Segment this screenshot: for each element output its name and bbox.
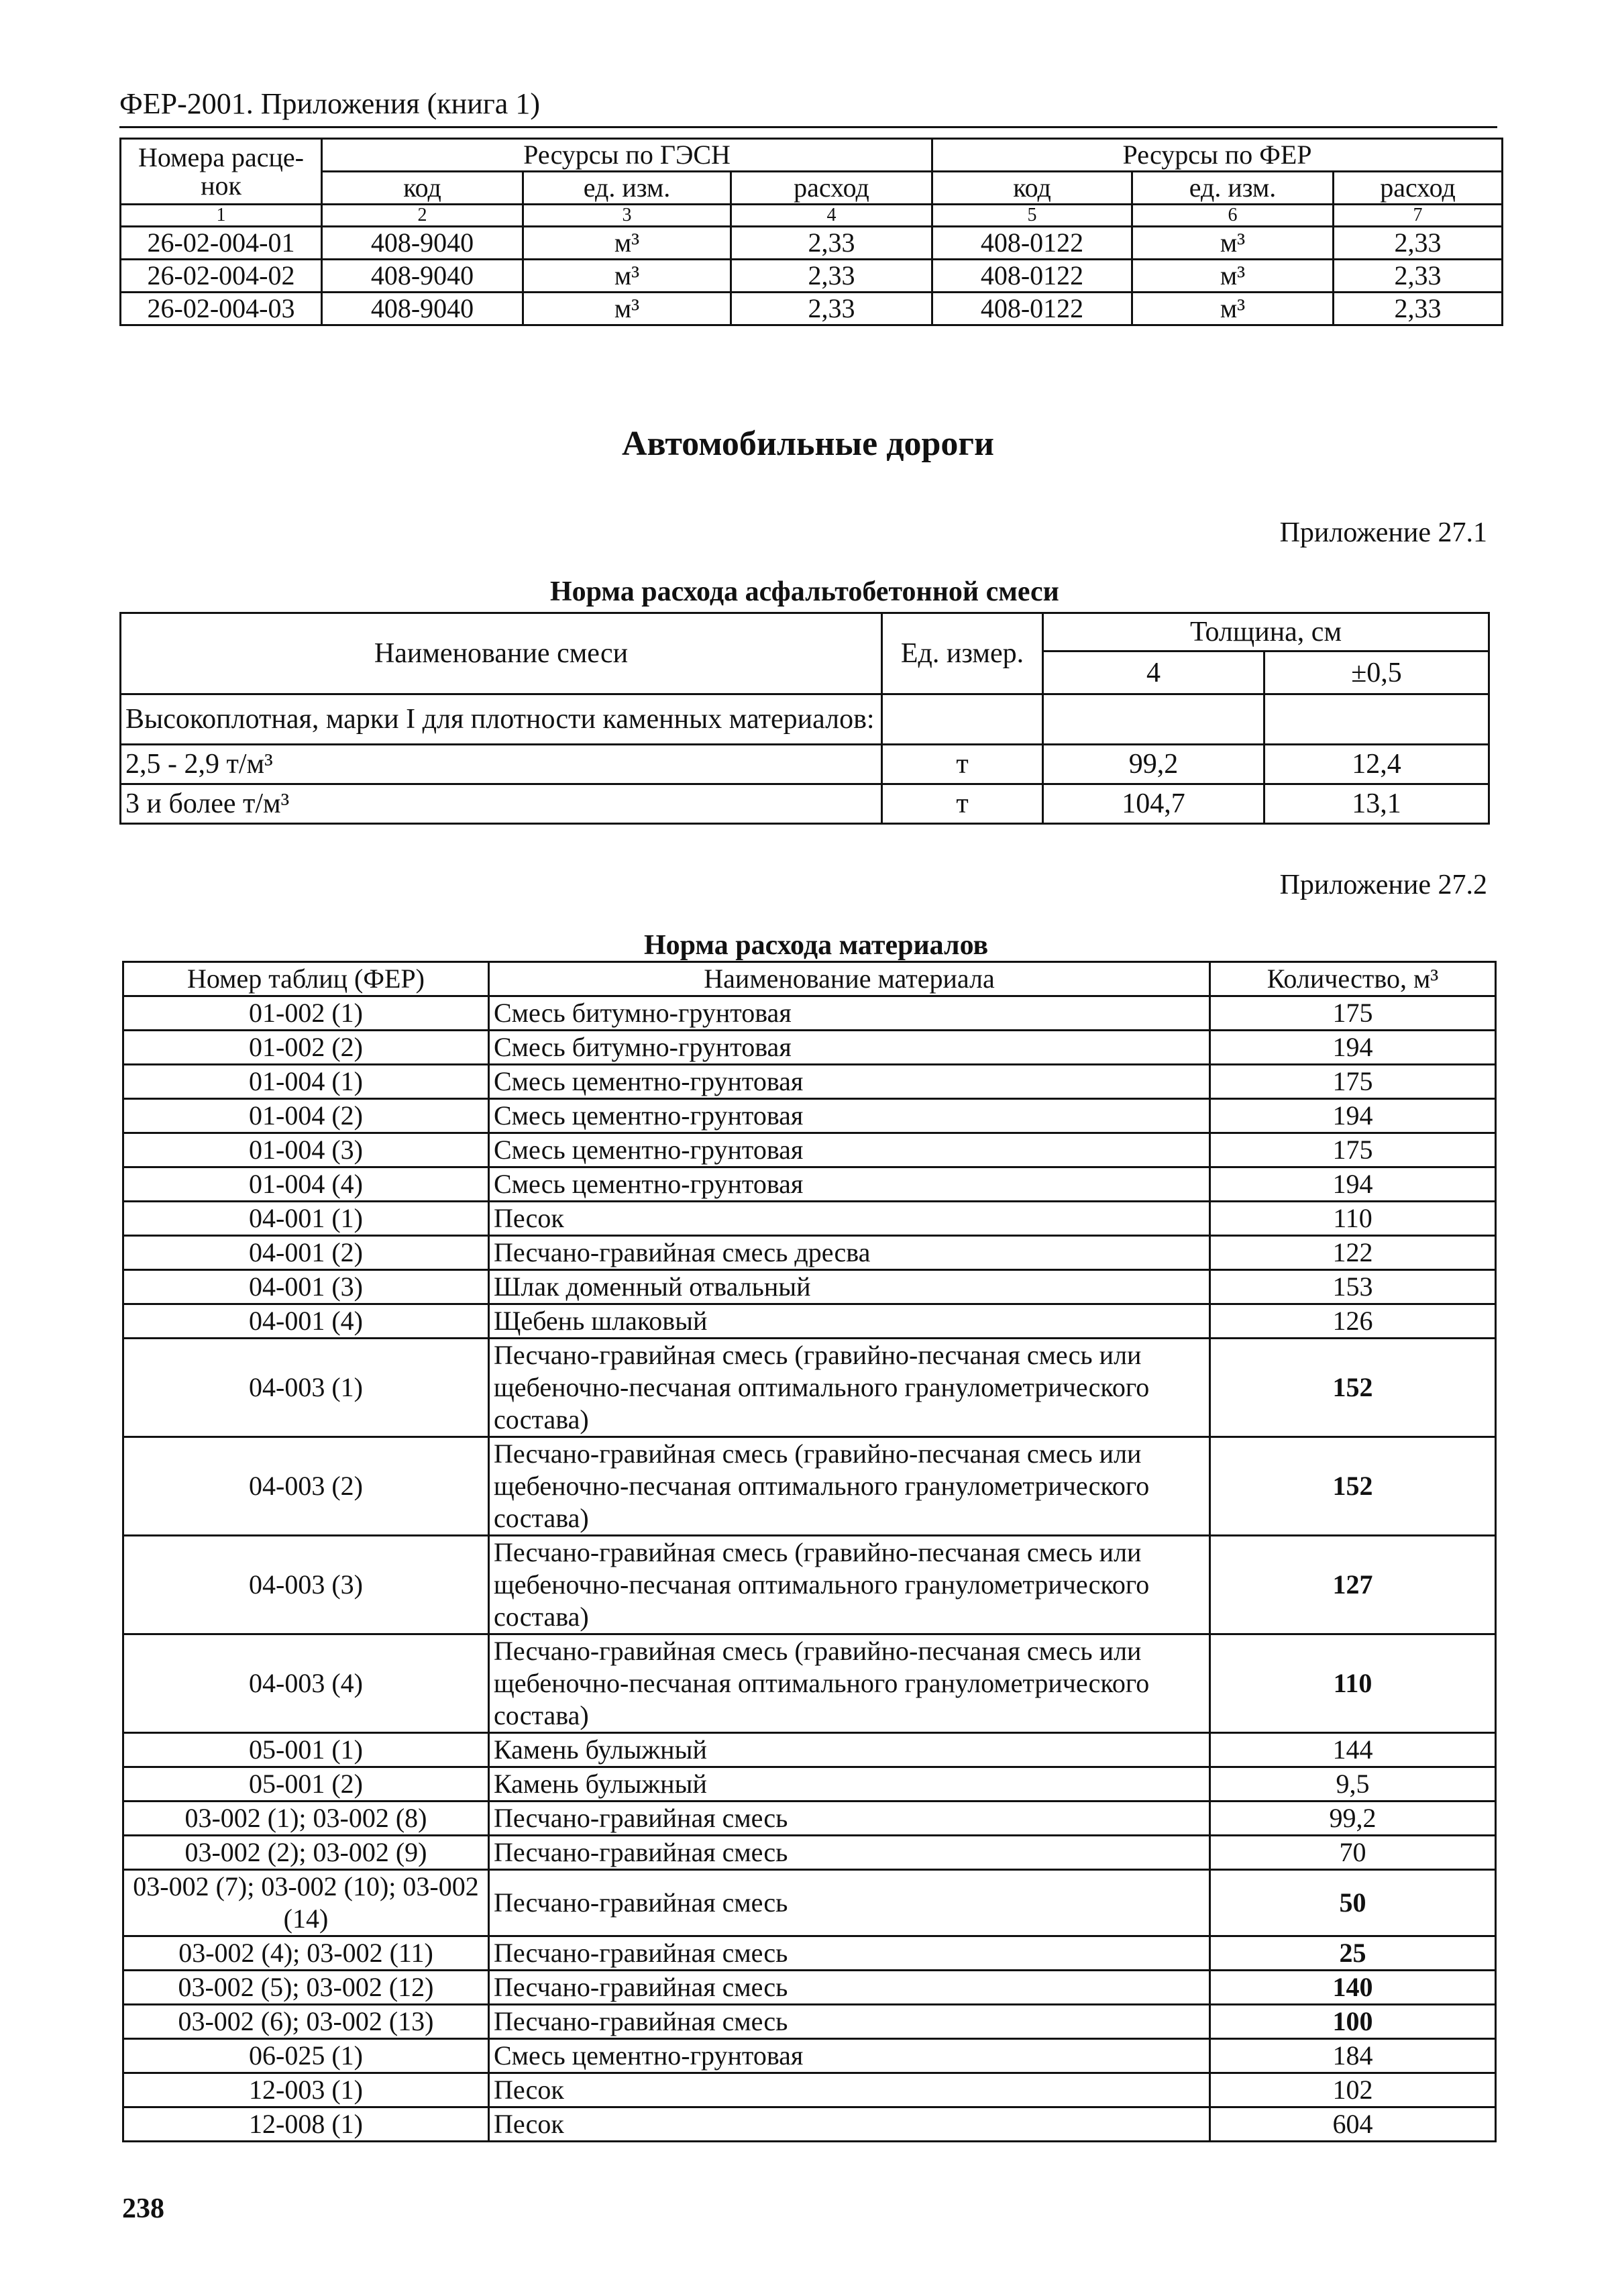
table-row: [123, 2107, 1496, 2142]
material-quantity: 70: [1210, 1836, 1496, 1870]
table-row: [123, 1836, 1496, 1870]
gesn-code: 408-9040: [322, 227, 523, 260]
gesn-unit: м³: [523, 227, 731, 260]
table-row: [123, 1767, 1496, 1802]
material-name: Смесь цементно-грунтовая: [489, 1167, 1210, 1202]
mix-unit: т: [882, 745, 1043, 784]
table-number: 12-008 (1): [123, 2107, 489, 2142]
material-name: Песчано-гравийная смесь (гравийно-песчаная смесь или щебеночно-песчаная оптимального гранулометрического состава): [489, 1437, 1210, 1536]
empty-cell: [1043, 694, 1264, 745]
table-row: [121, 784, 1489, 824]
gesn-amount: 2,33: [731, 227, 932, 260]
table-number: 01-004 (3): [123, 1133, 489, 1167]
empty-cell: [882, 694, 1043, 745]
materials-table: [122, 961, 1497, 2142]
table-row: [123, 2073, 1496, 2107]
material-name: Шлак доменный отвальный: [489, 1270, 1210, 1304]
fer-unit: м³: [1132, 227, 1334, 260]
material-name: Смесь цементно-грунтовая: [489, 1099, 1210, 1133]
material-quantity: 175: [1210, 996, 1496, 1031]
table-row: [123, 1099, 1496, 1133]
table-row: [121, 227, 1503, 260]
fer-code: 408-0122: [932, 260, 1132, 293]
material-name: Смесь цементно-грунтовая: [489, 2039, 1210, 2073]
material-quantity: 144: [1210, 1733, 1496, 1767]
col-qty-header: Количество, м³: [1210, 962, 1496, 996]
material-name: Песчано-гравийная смесь: [489, 2005, 1210, 2039]
material-name: Песок: [489, 2073, 1210, 2107]
material-quantity: 110: [1210, 1634, 1496, 1733]
material-quantity: 184: [1210, 2039, 1496, 2073]
col-number: 4: [731, 205, 932, 227]
material-name: Песок: [489, 1202, 1210, 1236]
materials-table-body: [123, 996, 1496, 2142]
table-number: 04-001 (1): [123, 1202, 489, 1236]
material-quantity: 122: [1210, 1236, 1496, 1270]
table-row: [123, 996, 1496, 1031]
col-table-header: Номер таблиц (ФЕР): [123, 962, 489, 996]
table-row: [123, 1437, 1496, 1536]
empty-cell: [1264, 694, 1489, 745]
material-quantity: 102: [1210, 2073, 1496, 2107]
gesn-unit: м³: [523, 293, 731, 325]
table-row: [123, 1270, 1496, 1304]
col-number: 2: [322, 205, 523, 227]
material-name: Песчано-гравийная смесь дресва: [489, 1236, 1210, 1270]
table-number: 03-002 (2); 03-002 (9): [123, 1836, 489, 1870]
fer-code: 408-0122: [932, 293, 1132, 325]
table-number: 04-001 (2): [123, 1236, 489, 1270]
table-number: 04-001 (3): [123, 1270, 489, 1304]
fer-amount: 2,33: [1334, 260, 1503, 293]
table-number: 01-004 (2): [123, 1099, 489, 1133]
running-header: ФЕР-2001. Приложения (книга 1): [119, 87, 540, 120]
material-quantity: 175: [1210, 1065, 1496, 1099]
table-number: 03-002 (4); 03-002 (11): [123, 1936, 489, 1971]
col-05-header: ±0,5: [1264, 651, 1489, 694]
asphalt-mix-body: [121, 745, 1489, 824]
table-title: Норма расхода асфальтобетонной смеси: [550, 576, 1059, 607]
table-number: 04-001 (4): [123, 1304, 489, 1339]
material-name: Смесь цементно-грунтовая: [489, 1065, 1210, 1099]
gesn-unit: м³: [523, 260, 731, 293]
rate-number: 26-02-004-03: [121, 293, 322, 325]
header-rule: [119, 126, 1497, 128]
material-quantity: 153: [1210, 1270, 1496, 1304]
fer-code-header: код: [932, 172, 1132, 205]
material-quantity: 194: [1210, 1099, 1496, 1133]
table-row: [123, 1236, 1496, 1270]
material-name: Песчано-гравийная смесь (гравийно-песчаная смесь или щебеночно-песчаная оптимального гранулометрического состава): [489, 1634, 1210, 1733]
material-name: Песок: [489, 2107, 1210, 2142]
gesn-amount-header: расход: [731, 172, 932, 205]
table-number: 04-003 (1): [123, 1339, 489, 1437]
mix-value-4: 104,7: [1043, 784, 1264, 824]
table-row: [121, 745, 1489, 784]
table-number: 04-003 (4): [123, 1634, 489, 1733]
col-material-header: Наименование материала: [489, 962, 1210, 996]
table-row: [123, 1339, 1496, 1437]
table-number: 05-001 (1): [123, 1733, 489, 1767]
table-number: 01-002 (1): [123, 996, 489, 1031]
material-name: Смесь битумно-грунтовая: [489, 996, 1210, 1031]
table-number: 03-002 (7); 03-002 (10); 03-002 (14): [123, 1870, 489, 1936]
gesn-code: 408-9040: [322, 260, 523, 293]
page-number: 238: [122, 2193, 164, 2224]
col-rates-header: Номера расце-нок: [121, 139, 322, 205]
mix-group-row: Высокоплотная, марки I для плотности каменных материалов:: [121, 694, 882, 745]
col-number: 3: [523, 205, 731, 227]
material-quantity: 152: [1210, 1437, 1496, 1536]
mix-value-05: 12,4: [1264, 745, 1489, 784]
table-row: [123, 2005, 1496, 2039]
col-4-header: 4: [1043, 651, 1264, 694]
material-name: Смесь битумно-грунтовая: [489, 1031, 1210, 1065]
table-number: 01-004 (4): [123, 1167, 489, 1202]
resources-table: [119, 138, 1503, 326]
group-gesn-header: Ресурсы по ГЭСН: [322, 139, 932, 172]
gesn-unit-header: ед. изм.: [523, 172, 731, 205]
fer-code: 408-0122: [932, 227, 1132, 260]
section-heading: Автомобильные дороги: [621, 425, 994, 463]
material-quantity: 50: [1210, 1870, 1496, 1936]
table-number: 03-002 (5); 03-002 (12): [123, 1971, 489, 2005]
col-thickness-header: Толщина, см: [1043, 613, 1489, 651]
appendix-label: Приложение 27.2: [1279, 870, 1487, 900]
col-number: 1: [121, 205, 322, 227]
table-number: 01-002 (2): [123, 1031, 489, 1065]
gesn-code-header: код: [322, 172, 523, 205]
table-row: [123, 1802, 1496, 1836]
asphalt-mix-table: [119, 612, 1490, 825]
table-row: [123, 1733, 1496, 1767]
fer-unit: м³: [1132, 260, 1334, 293]
material-name: Песчано-гравийная смесь: [489, 1802, 1210, 1836]
col-number: 6: [1132, 205, 1334, 227]
material-quantity: 99,2: [1210, 1802, 1496, 1836]
col-number: 7: [1334, 205, 1503, 227]
table-number: 12-003 (1): [123, 2073, 489, 2107]
mix-value-4: 99,2: [1043, 745, 1264, 784]
col-unit-header: Ед. измер.: [882, 613, 1043, 694]
material-name: Камень булыжный: [489, 1767, 1210, 1802]
material-name: Песчано-гравийная смесь: [489, 1936, 1210, 1971]
material-name: Песчано-гравийная смесь (гравийно-песчаная смесь или щебеночно-песчаная оптимального гранулометрического состава): [489, 1339, 1210, 1437]
gesn-code: 408-9040: [322, 293, 523, 325]
gesn-amount: 2,33: [731, 293, 932, 325]
material-quantity: 175: [1210, 1133, 1496, 1167]
material-quantity: 9,5: [1210, 1767, 1496, 1802]
table-row: [123, 1304, 1496, 1339]
material-quantity: 194: [1210, 1031, 1496, 1065]
table-number: 03-002 (1); 03-002 (8): [123, 1802, 489, 1836]
material-quantity: 25: [1210, 1936, 1496, 1971]
table-title: Норма расхода материалов: [644, 930, 989, 961]
material-quantity: 140: [1210, 1971, 1496, 2005]
resources-table-body: [121, 227, 1503, 325]
material-name: Песчано-гравийная смесь: [489, 1971, 1210, 2005]
mix-name: 3 и более т/м³: [121, 784, 882, 824]
table-number: 04-003 (2): [123, 1437, 489, 1536]
table-row: [123, 1870, 1496, 1936]
material-name: Смесь цементно-грунтовая: [489, 1133, 1210, 1167]
table-row: [123, 1202, 1496, 1236]
table-number: 01-004 (1): [123, 1065, 489, 1099]
table-row: [123, 1133, 1496, 1167]
table-row: [123, 1634, 1496, 1733]
material-name: Песчано-гравийная смесь: [489, 1870, 1210, 1936]
table-row: [123, 1167, 1496, 1202]
gesn-amount: 2,33: [731, 260, 932, 293]
rate-number: 26-02-004-01: [121, 227, 322, 260]
table-number: 03-002 (6); 03-002 (13): [123, 2005, 489, 2039]
fer-unit: м³: [1132, 293, 1334, 325]
table-number: 04-003 (3): [123, 1536, 489, 1634]
material-quantity: 152: [1210, 1339, 1496, 1437]
material-name: Песчано-гравийная смесь (гравийно-песчаная смесь или щебеночно-песчаная оптимального гранулометрического состава): [489, 1536, 1210, 1634]
appendix-label: Приложение 27.1: [1279, 517, 1487, 548]
material-quantity: 100: [1210, 2005, 1496, 2039]
group-fer-header: Ресурсы по ФЕР: [932, 139, 1503, 172]
col-number: 5: [932, 205, 1132, 227]
table-row: [121, 260, 1503, 293]
material-name: Песчано-гравийная смесь: [489, 1836, 1210, 1870]
table-number: 05-001 (2): [123, 1767, 489, 1802]
fer-amount: 2,33: [1334, 227, 1503, 260]
material-quantity: 127: [1210, 1536, 1496, 1634]
fer-unit-header: ед. изм.: [1132, 172, 1334, 205]
material-quantity: 110: [1210, 1202, 1496, 1236]
mix-value-05: 13,1: [1264, 784, 1489, 824]
fer-amount-header: расход: [1334, 172, 1503, 205]
table-row: [123, 2039, 1496, 2073]
col-name-header: Наименование смеси: [121, 613, 882, 694]
table-number: 06-025 (1): [123, 2039, 489, 2073]
table-row: [123, 1065, 1496, 1099]
material-quantity: 604: [1210, 2107, 1496, 2142]
mix-name: 2,5 - 2,9 т/м³: [121, 745, 882, 784]
table-row: [123, 1536, 1496, 1634]
rate-number: 26-02-004-02: [121, 260, 322, 293]
material-name: Щебень шлаковый: [489, 1304, 1210, 1339]
material-quantity: 126: [1210, 1304, 1496, 1339]
table-row: [123, 1971, 1496, 2005]
table-row: [123, 1936, 1496, 1971]
material-quantity: 194: [1210, 1167, 1496, 1202]
mix-unit: т: [882, 784, 1043, 824]
material-name: Камень булыжный: [489, 1733, 1210, 1767]
table-row: [121, 293, 1503, 325]
table-row: [123, 1031, 1496, 1065]
fer-amount: 2,33: [1334, 293, 1503, 325]
